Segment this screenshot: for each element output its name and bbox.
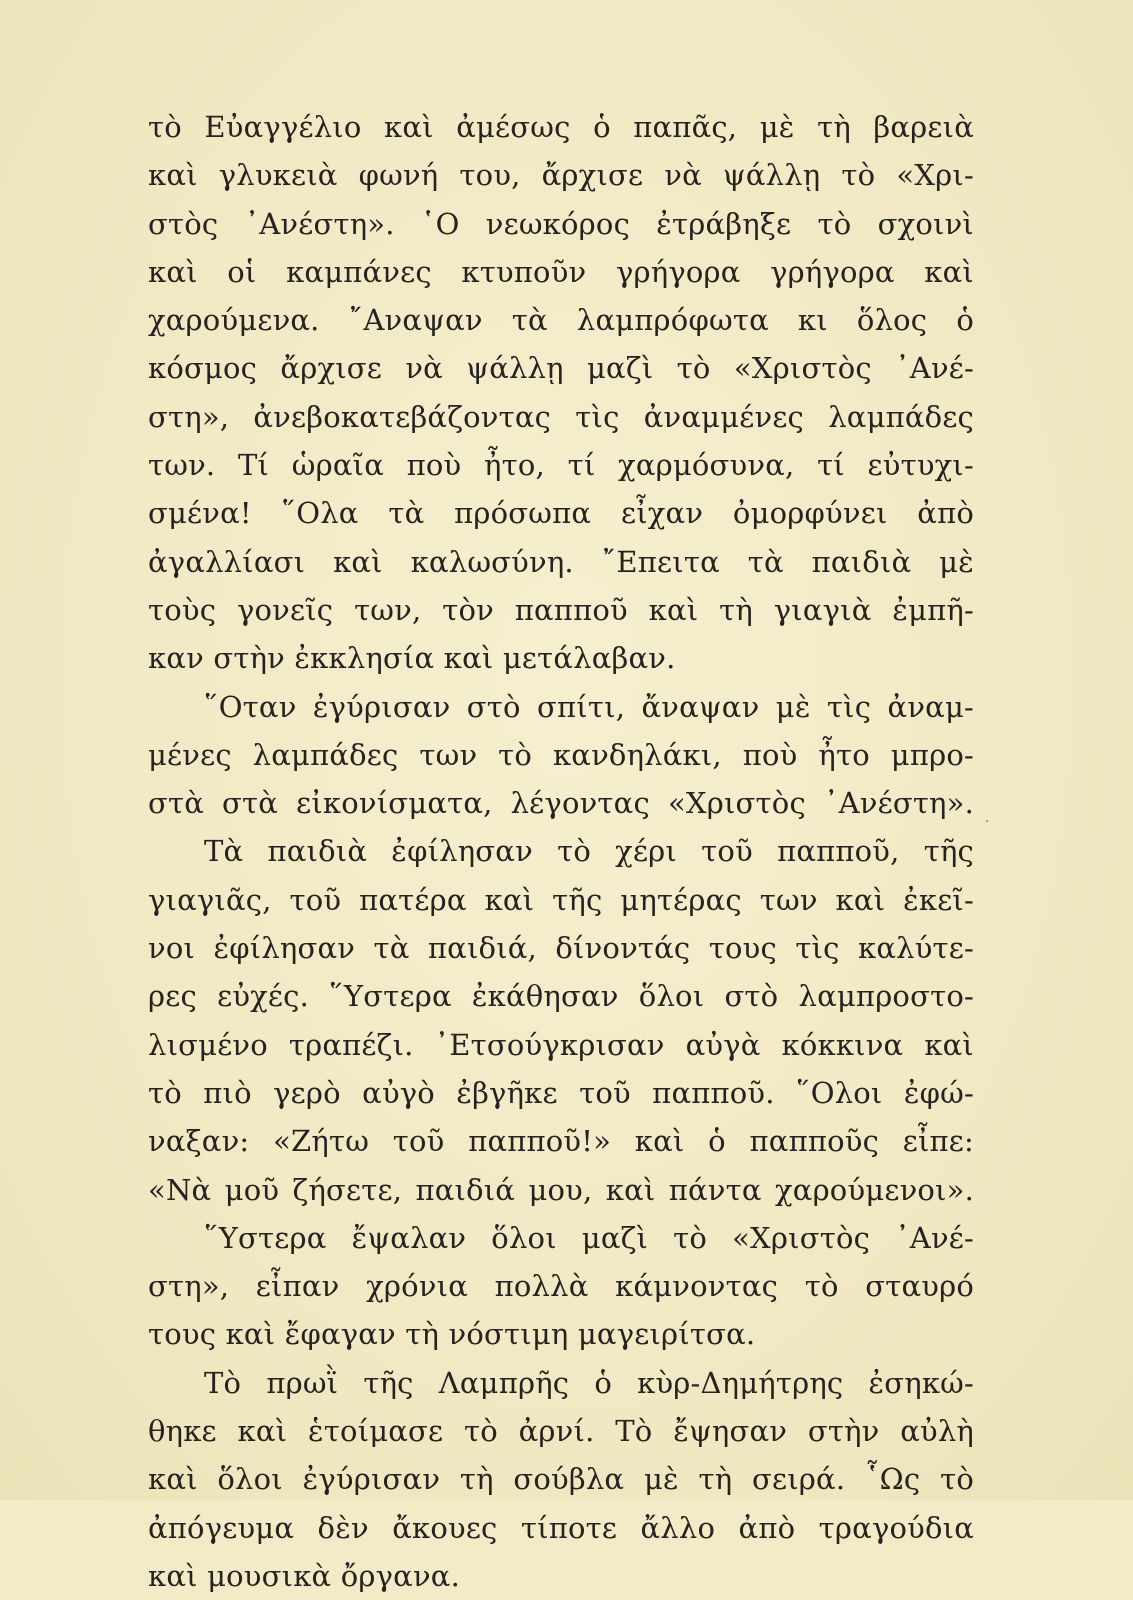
paper-speck bbox=[986, 820, 988, 822]
text-line: ἀγαλλίασι καὶ καλωσύνη. ῎Επειτα τὰ παιδιὰ μὲ bbox=[148, 544, 974, 579]
text-line: καὶ μουσικὰ ὄργανα. bbox=[148, 1558, 460, 1593]
text-line: κόσμος ἄρχισε νὰ ψάλλῃ μαζὶ τὸ «Χριστὸς ᾽Ανέ- bbox=[148, 351, 974, 386]
text-line: σμένα! ῞Ολα τὰ πρόσωπα εἶχαν ὀμορφύνει ἀπὸ bbox=[148, 496, 974, 531]
text-line: των. Τί ὡραῖα ποὺ ἦτο, τί χαρμόσυνα, τί εὐτυχι- bbox=[148, 448, 974, 483]
text-line: χαρούμενα. ῎Αναψαν τὰ λαμπρόφωτα κι ὅλος ὁ bbox=[148, 303, 974, 338]
text-line: καὶ ὅλοι ἐγύρισαν τὴ σούβλα μὲ τὴ σειρά. ῟Ως τὸ bbox=[148, 1462, 974, 1497]
text-line: Τὰ παιδιὰ ἐφίλησαν τὸ χέρι τοῦ παπποῦ, τῆς bbox=[204, 834, 974, 869]
text-line: καν στὴν ἐκκλησία καὶ μετάλαβαν. bbox=[148, 641, 676, 676]
text-line: ἀπόγευμα δὲν ἄκουες τίποτε ἄλλο ἀπὸ τραγούδια bbox=[148, 1510, 974, 1545]
text-line: λισμένο τραπέζι. ᾽Ετσούγκρισαν αὐγὰ κόκκινα καὶ bbox=[148, 1027, 974, 1062]
text-line: μένες λαμπάδες των τὸ κανδηλάκι, ποὺ ἦτο μπρο- bbox=[148, 737, 974, 772]
text-line: τοὺς γονεῖς των, τὸν παπποῦ καὶ τὴ γιαγιὰ ἐμπῆ- bbox=[148, 592, 974, 627]
text-line: στὰ στὰ εἰκονίσματα, λέγοντας «Χριστὸς ᾽Ανέστη». bbox=[148, 786, 974, 821]
paragraph bbox=[148, 103, 974, 683]
text-line: τους καὶ ἔφαγαν τὴ νόστιμη μαγειρίτσα. bbox=[148, 1317, 756, 1352]
text-line: Τὸ πρωῒ τῆς Λαμπρῆς ὁ κὺρ-Δημήτρης ἐσηκώ- bbox=[204, 1365, 974, 1400]
text-line: θηκε καὶ ἑτοίμασε τὸ ἀρνί. Τὸ ἔψησαν στὴν αὐλὴ bbox=[148, 1414, 974, 1449]
text-line: ρες εὐχές. ῞Υστερα ἐκάθησαν ὅλοι στὸ λαμπροστο- bbox=[148, 979, 974, 1014]
paragraph bbox=[148, 1214, 974, 1359]
text-line: στη», εἶπαν χρόνια πολλὰ κάμνοντας τὸ σταυρό bbox=[148, 1269, 974, 1304]
paragraph bbox=[148, 683, 974, 828]
text-line: «Νὰ μοῦ ζήσετε, παιδιά μου, καὶ πάντα χαρούμενοι». bbox=[148, 1172, 974, 1207]
text-line: ναξαν: «Ζήτω τοῦ παπποῦ!» καὶ ὁ παπποῦς εἶπε: bbox=[148, 1124, 974, 1159]
paragraph bbox=[148, 827, 974, 1213]
paragraph bbox=[148, 1359, 974, 1600]
text-line: ῞Οταν ἐγύρισαν στὸ σπίτι, ἄναψαν μὲ τὶς ἀναμ- bbox=[204, 689, 974, 724]
text-line: καὶ γλυκειὰ φωνή του, ἄρχισε νὰ ψάλλῃ τὸ «Χρι- bbox=[148, 158, 974, 193]
text-line: στη», ἀνεβοκατεβάζοντας τὶς ἀναμμένες λαμπάδες bbox=[148, 399, 974, 434]
text-line: γιαγιᾶς, τοῦ πατέρα καὶ τῆς μητέρας των καὶ ἐκεῖ- bbox=[148, 882, 974, 917]
text-line: στὸς ᾽Ανέστη». ῾Ο νεωκόρος ἐτράβηξε τὸ σχοινὶ bbox=[148, 206, 974, 241]
text-line: νοι ἐφίλησαν τὰ παιδιά, δίνοντάς τους τὶς καλύτε- bbox=[148, 931, 974, 966]
text-line: τὸ Εὐαγγέλιο καὶ ἀμέσως ὁ παπᾶς, μὲ τὴ βαρειὰ bbox=[148, 110, 974, 144]
text-line: καὶ οἱ καμπάνες κτυποῦν γρήγορα γρήγορα καὶ bbox=[148, 254, 974, 289]
text-line: ῞Υστερα ἔψαλαν ὅλοι μαζὶ τὸ «Χριστὸς ᾽Ανέ- bbox=[204, 1220, 974, 1255]
text-line: τὸ πιὸ γερὸ αὐγὸ ἐβγῆκε τοῦ παπποῦ. ῞Ολοι ἐφώ- bbox=[148, 1075, 974, 1110]
page-text bbox=[148, 103, 974, 1600]
